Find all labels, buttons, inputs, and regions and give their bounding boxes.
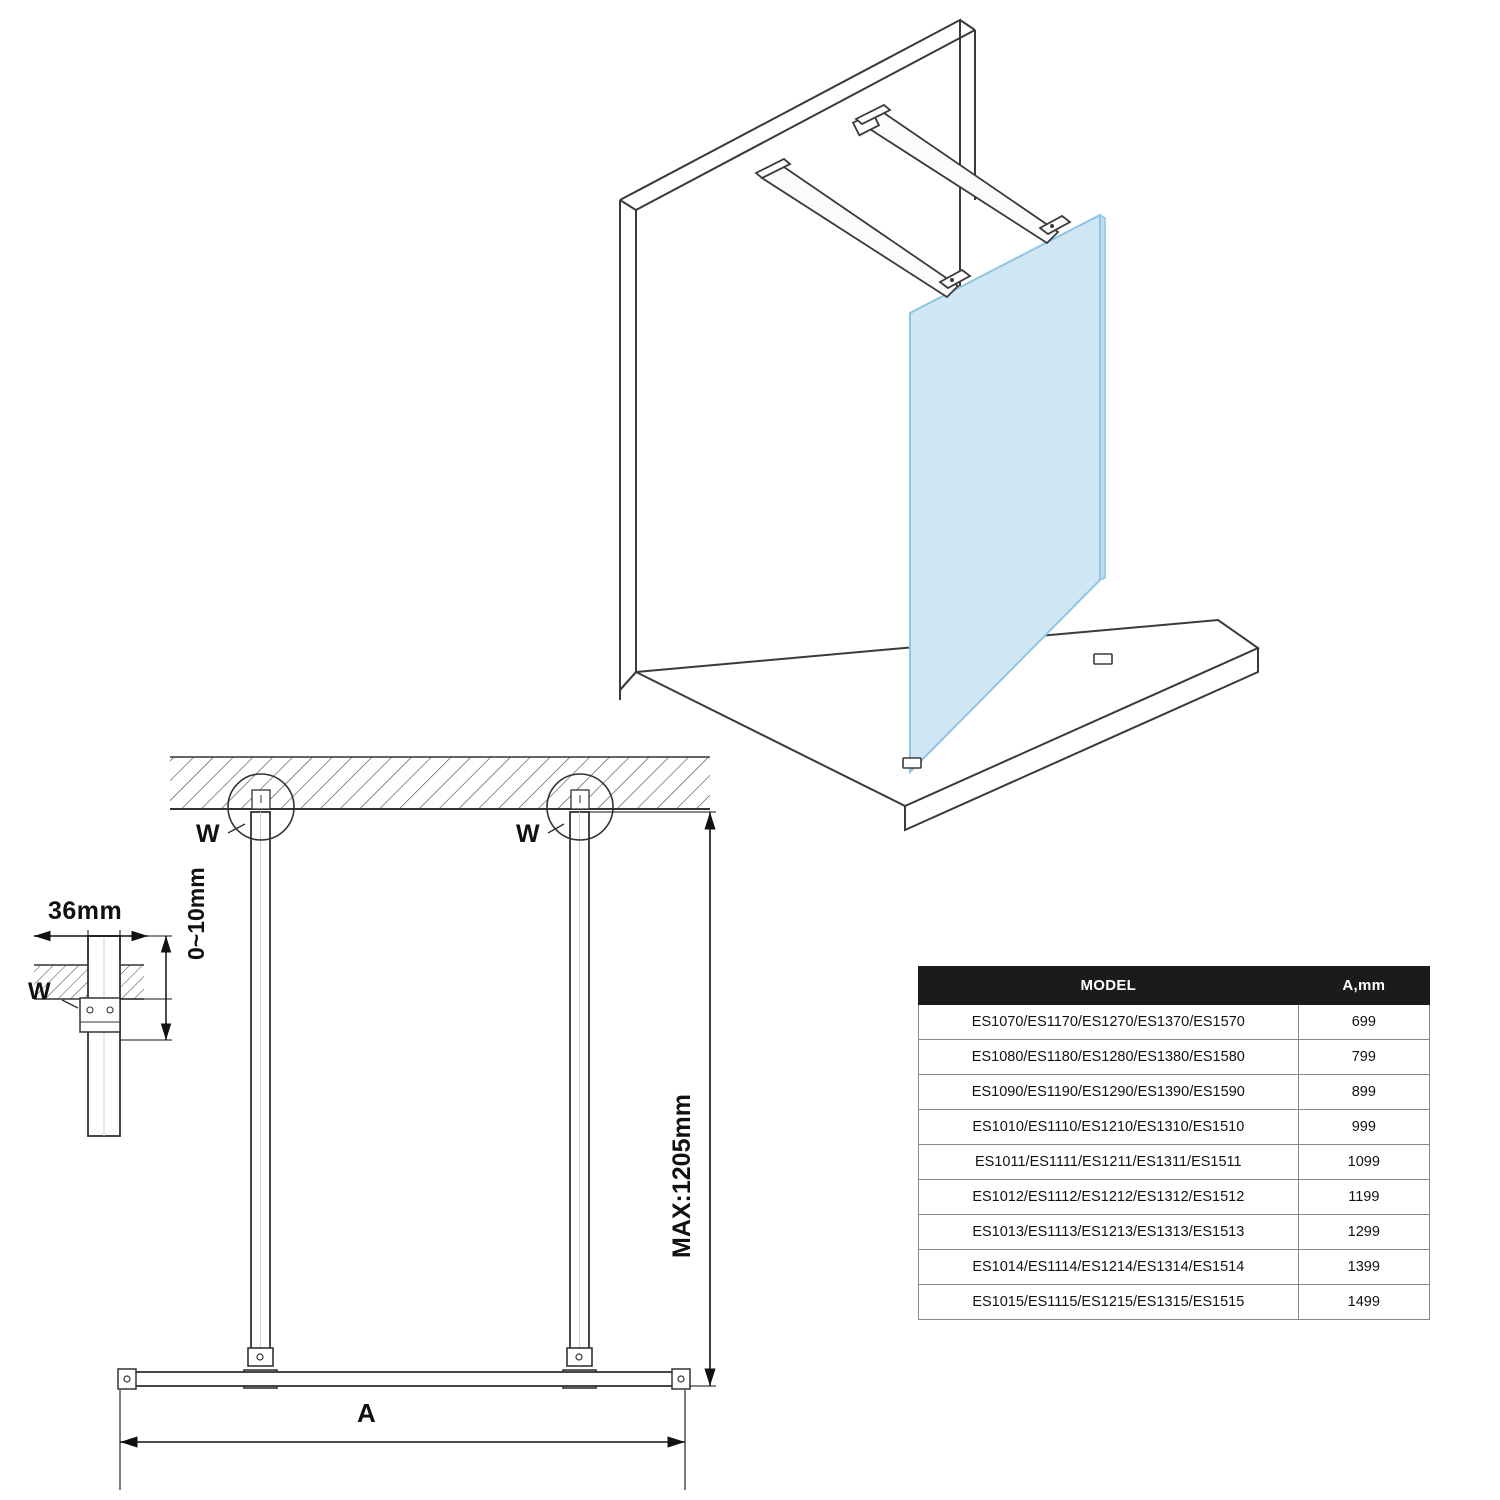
bracket-label-w-right: W bbox=[516, 820, 540, 848]
left-support-bar bbox=[244, 812, 277, 1388]
bracket-label-w-detail: W bbox=[28, 978, 51, 1005]
cell-a: 1199 bbox=[1298, 1180, 1429, 1215]
dimension-label-a: A bbox=[357, 1398, 376, 1428]
cell-a: 799 bbox=[1298, 1040, 1429, 1075]
cell-model: ES1011/ES1111/ES1211/ES1311/ES1511 bbox=[919, 1145, 1299, 1180]
dimension-label-max-height: MAX:1205mm bbox=[668, 1094, 696, 1258]
dimension-label-gap: 0~10mm bbox=[183, 867, 209, 960]
table-row bbox=[919, 1285, 1430, 1320]
cell-a: 899 bbox=[1298, 1075, 1429, 1110]
cell-a: 1499 bbox=[1298, 1285, 1429, 1320]
bracket-detail-view bbox=[34, 930, 172, 1136]
ceiling-hatch bbox=[170, 757, 710, 809]
cell-model: ES1090/ES1190/ES1290/ES1390/ES1590 bbox=[919, 1075, 1299, 1110]
cell-model: ES1010/ES1110/ES1210/ES1310/ES1510 bbox=[919, 1110, 1299, 1145]
cell-model: ES1070/ES1170/ES1270/ES1370/ES1570 bbox=[919, 1005, 1299, 1040]
table-row bbox=[919, 1145, 1430, 1180]
table-row bbox=[919, 1180, 1430, 1215]
isometric-view bbox=[620, 20, 1258, 830]
table-row bbox=[919, 1110, 1430, 1145]
cell-a: 1399 bbox=[1298, 1250, 1429, 1285]
model-spec-table bbox=[918, 966, 1430, 1320]
table-header-a: A,mm bbox=[1298, 967, 1429, 1005]
cell-model: ES1015/ES1115/ES1215/ES1315/ES1515 bbox=[919, 1285, 1299, 1320]
cell-model: ES1012/ES1112/ES1212/ES1312/ES1512 bbox=[919, 1180, 1299, 1215]
table-row bbox=[919, 1040, 1430, 1075]
width-dimension-a bbox=[120, 1390, 685, 1490]
bracket-label-w-left: W bbox=[196, 820, 220, 848]
cell-a: 699 bbox=[1298, 1005, 1429, 1040]
cell-a: 999 bbox=[1298, 1110, 1429, 1145]
dimension-label-36mm: 36mm bbox=[48, 897, 123, 925]
table-header-row bbox=[919, 967, 1430, 1005]
table-row bbox=[919, 1215, 1430, 1250]
cell-model: ES1013/ES1113/ES1213/ES1313/ES1513 bbox=[919, 1215, 1299, 1250]
table-row bbox=[919, 1005, 1430, 1040]
right-support-bar bbox=[563, 812, 596, 1388]
table-row bbox=[919, 1075, 1430, 1110]
cell-a: 1099 bbox=[1298, 1145, 1429, 1180]
table-header-model: MODEL bbox=[919, 967, 1299, 1005]
table-row bbox=[919, 1250, 1430, 1285]
glass-bottom-edge bbox=[118, 1369, 690, 1389]
cell-model: ES1080/ES1180/ES1280/ES1380/ES1580 bbox=[919, 1040, 1299, 1075]
cell-model: ES1014/ES1114/ES1214/ES1314/ES1514 bbox=[919, 1250, 1299, 1285]
cell-a: 1299 bbox=[1298, 1215, 1429, 1250]
